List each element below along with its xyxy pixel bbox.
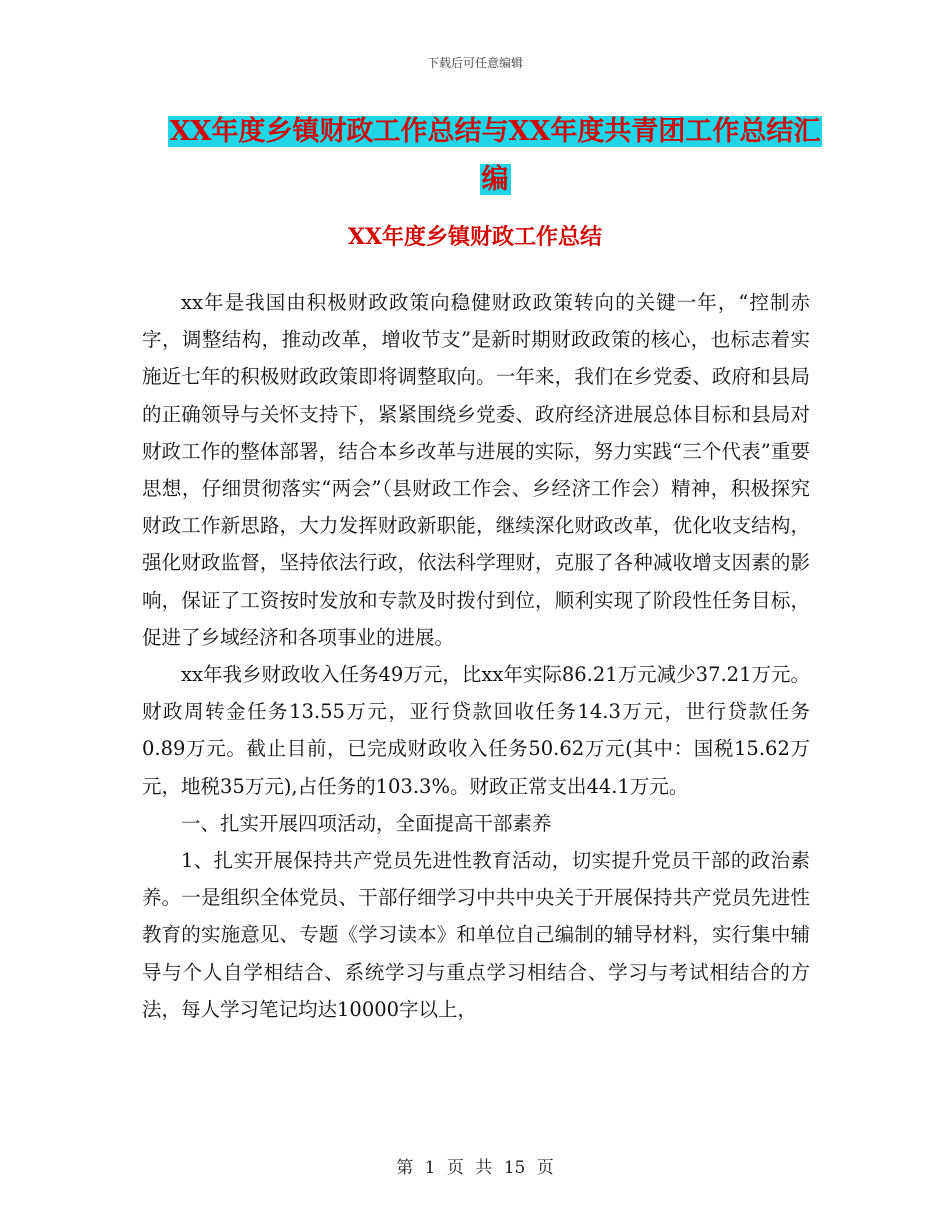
document-title-line-2: 编 bbox=[481, 164, 509, 195]
page-header-note: 下载后可任意编辑 bbox=[426, 56, 523, 70]
paragraph: 1、扎实开展保持共产党员先进性教育活动，切实提升党员干部的政治素养。一是组织全体党员、干部仔细学习中共中央关于开展保持共产党员先进性教育的实施意见、专题《学习读本》和单位自己编制的辅导材料，实行集中辅导与个人自学相结合、系统学习与重点学习相结合、学习与考试相结合的方法，每人学习笔记均达10000字以上， bbox=[142, 849, 810, 1021]
document-title bbox=[150, 108, 840, 204]
document-title-line-1: XX年度乡镇财政工作总结与XX年度共青团工作总结汇 bbox=[169, 116, 821, 147]
document-body bbox=[142, 284, 810, 1028]
paragraph: xx年我乡财政收入任务49万元，比xx年实际86.21万元减少37.21万元。财政周转金任务13.55万元，亚行贷款回收任务14.3万元，世行贷款任务0.89万元。截止目前，已完成财政收入任务50.62万元(其中：国税15.62万元，地税35万元),占任务的103.3%。财政正常支出44.1万元。 bbox=[142, 663, 810, 798]
section-title: XX年度乡镇财政工作总结 bbox=[347, 224, 603, 250]
paragraph: xx年是我国由积极财政政策向稳健财政政策转向的关键一年，“控制赤字，调整结构，推动改革，增收节支”是新时期财政政策的核心，也标志着实施近七年的积极财政政策即将调整取向。一年来，我们在乡党委、政府和县局的正确领导与关怀支持下，紧紧围绕乡党委、政府经济进展总体目标和县局对财政工作的整体部署，结合本乡改革与进展的实际，努力实践“三个代表”重要思想，仔细贯彻落实“两会”（县财政工作会、乡经济工作会）精神，积极探究财政工作新思路，大力发挥财政新职能，继续深化财政改革，优化收支结构，强化财政监督，坚持依法行政，依法科学理财，克服了各种减收增支因素的影响，保证了工资按时发放和专款及时拨付到位，顺利实现了阶段性任务目标，促进了乡域经济和各项事业的进展。 bbox=[142, 291, 810, 649]
section-heading: 一、扎实开展四项活动，全面提高干部素养 bbox=[181, 811, 552, 835]
page-number-footer: 第 1 页 共 15 页 bbox=[396, 1158, 554, 1178]
